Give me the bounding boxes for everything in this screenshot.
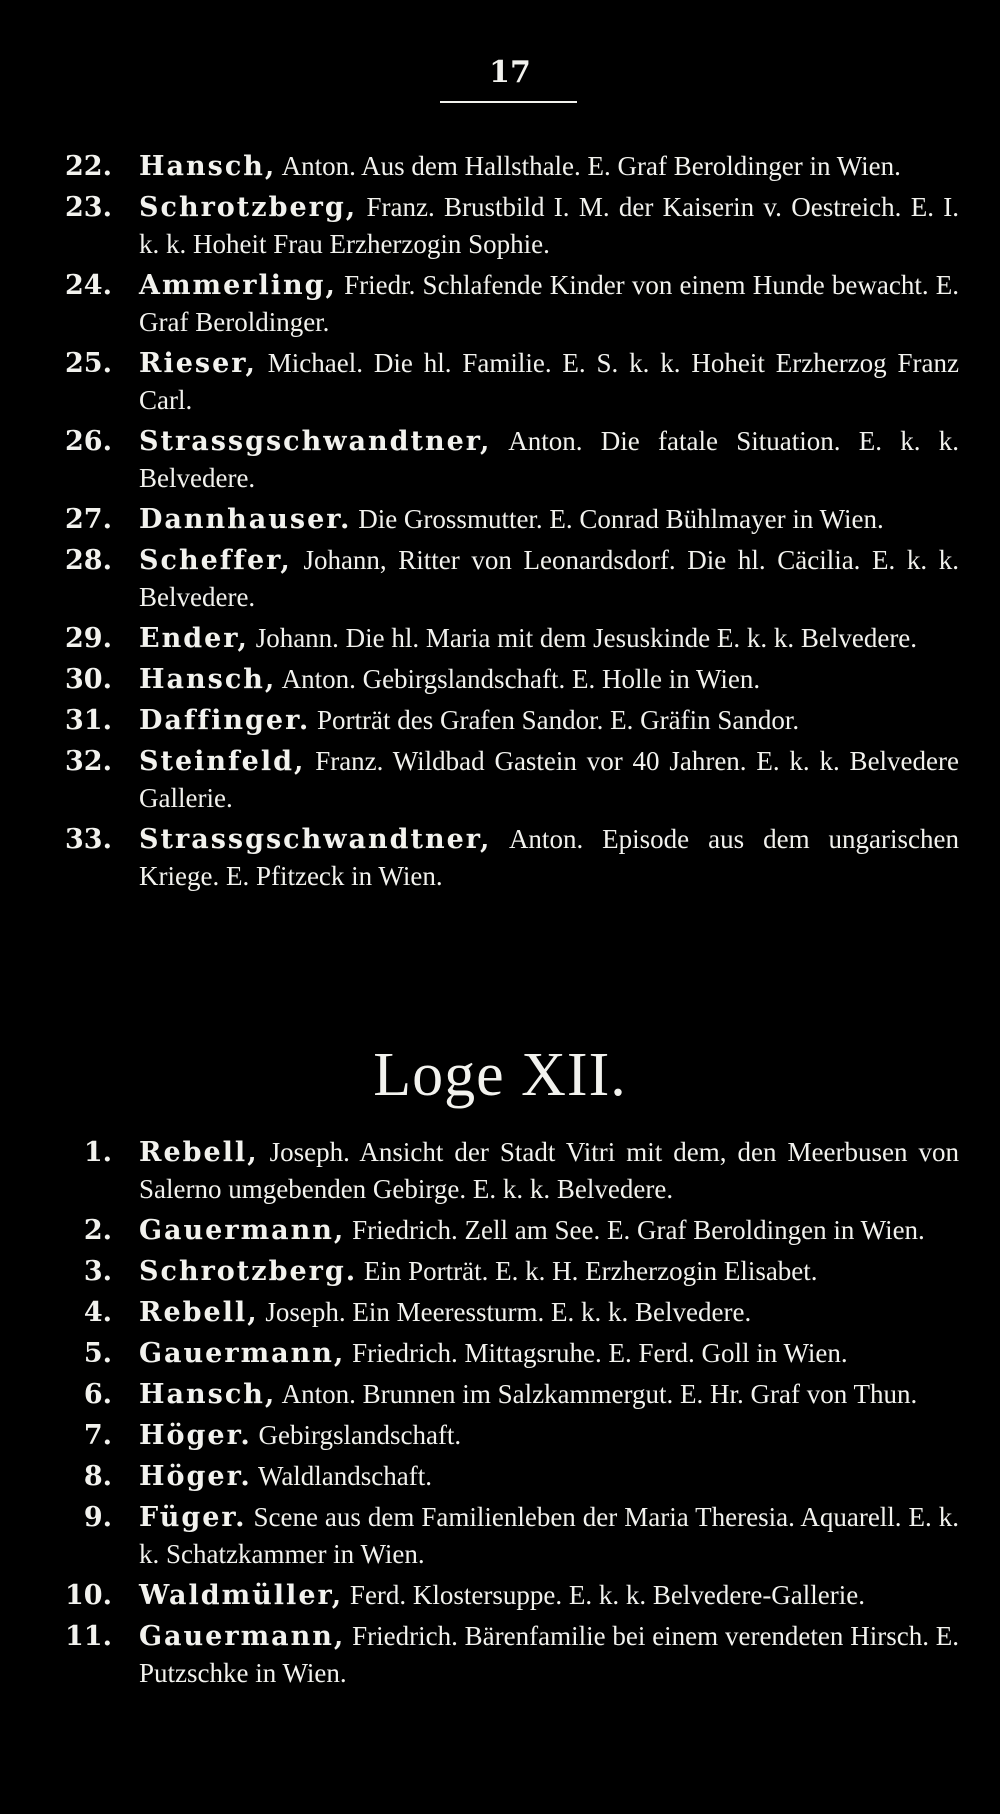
- entry-number: 30.: [65, 664, 112, 695]
- entry-number: 8.: [83, 1461, 112, 1492]
- entry-description: Anton. Brunnen im Salzkammergut. E. Hr. Graf von Thun.: [281, 1379, 918, 1409]
- artist-name: Schrotzberg,: [139, 192, 358, 223]
- catalogue-entry: [0, 821, 959, 895]
- page-number: 17: [489, 55, 531, 90]
- entry-description: Anton. Aus dem Hallsthale. E. Graf Beroldinger in Wien.: [281, 151, 901, 181]
- entry-number: 33.: [65, 824, 112, 855]
- artist-name: Gauermann,: [139, 1621, 346, 1652]
- artist-name: Scheffer,: [139, 545, 292, 576]
- catalogue-entry: [0, 423, 959, 497]
- entry-number: 26.: [65, 426, 112, 457]
- catalogue-entry: [0, 148, 959, 185]
- catalogue-entry: [0, 542, 959, 616]
- entry-number: 32.: [65, 746, 112, 777]
- artist-name: Rebell,: [139, 1297, 259, 1328]
- entry-number: 5.: [83, 1338, 112, 1369]
- artist-name: Strassgschwandtner,: [139, 824, 492, 855]
- entry-number: 31.: [65, 705, 112, 736]
- entry-number: 2.: [83, 1215, 112, 1246]
- catalogue-entry: [0, 1618, 959, 1692]
- entry-description: Die Grossmutter. E. Conrad Bühlmayer in Wien.: [358, 504, 884, 534]
- entry-description: Friedrich. Bärenfamilie bei einem verendeten Hirsch. E. Putzschke in Wien.: [139, 1621, 959, 1688]
- entry-description: Ein Porträt. E. k. H. Erzherzogin Elisabet.: [363, 1256, 818, 1286]
- catalogue-entry: [0, 345, 959, 419]
- artist-name: Füger.: [139, 1502, 247, 1533]
- artist-name: Hansch,: [139, 664, 277, 695]
- entry-number: 25.: [65, 348, 112, 379]
- catalogue-entry: [0, 661, 959, 698]
- catalogue-entry: [0, 1376, 959, 1413]
- page-number-rule: [440, 101, 577, 103]
- catalogue-entry: [0, 189, 959, 263]
- artist-name: Strassgschwandtner,: [139, 426, 492, 457]
- entry-description: Scene aus dem Familienleben der Maria Theresia. Aquarell. E. k. k. Schatzkammer in Wien.: [139, 1502, 959, 1569]
- artist-name: Schrotzberg.: [139, 1256, 358, 1287]
- catalogue-entry: [0, 1294, 959, 1331]
- catalogue-entries-section-b: [0, 1134, 1000, 1696]
- artist-name: Hansch,: [139, 1379, 277, 1410]
- catalogue-entry: [0, 1458, 959, 1495]
- entry-description: Joseph. Ein Meeressturm. E. k. k. Belvedere.: [265, 1297, 752, 1327]
- catalogue-entries-section-a: [0, 148, 1000, 899]
- entry-description: Franz. Brustbild I. M. der Kaiserin v. Oestreich. E. I. k. k. Hoheit Frau Erzherzogin Sophie.: [139, 192, 959, 259]
- entry-number: 7.: [83, 1420, 112, 1451]
- catalogue-entry: [0, 620, 959, 657]
- section-title: Loge XII.: [373, 1041, 627, 1109]
- catalogue-entry: [0, 743, 959, 817]
- artist-name: Hansch,: [139, 151, 277, 182]
- entry-number: 24.: [65, 270, 112, 301]
- entry-description: Anton. Gebirgslandschaft. E. Holle in Wien.: [281, 664, 761, 694]
- artist-name: Waldmüller,: [139, 1580, 344, 1611]
- entry-description: Gebirgslandschaft.: [258, 1420, 462, 1450]
- artist-name: Ender,: [139, 623, 249, 654]
- entry-number: 4.: [83, 1297, 112, 1328]
- entry-description: Ferd. Klostersuppe. E. k. k. Belvedere-Gallerie.: [349, 1580, 866, 1610]
- catalogue-entry: [0, 267, 959, 341]
- entry-description: Michael. Die hl. Familie. E. S. k. k. Hoheit Erzherzog Franz Carl.: [139, 348, 960, 415]
- catalogue-entry: [0, 1212, 959, 1249]
- artist-name: Gauermann,: [139, 1338, 346, 1369]
- catalogue-entry: [0, 1134, 959, 1208]
- artist-name: Daffinger.: [139, 705, 311, 736]
- entry-description: Waldlandschaft.: [258, 1461, 433, 1491]
- entry-number: 10.: [65, 1580, 112, 1611]
- entry-number: 9.: [83, 1502, 112, 1533]
- artist-name: Steinfeld,: [139, 746, 306, 777]
- entry-description: Friedrich. Mittagsruhe. E. Ferd. Goll in Wien.: [352, 1338, 848, 1368]
- artist-name: Höger.: [139, 1420, 252, 1451]
- entry-description: Anton. Die fatale Situation. E. k. k. Belvedere.: [139, 426, 959, 493]
- artist-name: Gauermann,: [139, 1215, 346, 1246]
- entry-description: Friedrich. Zell am See. E. Graf Beroldingen in Wien.: [352, 1215, 925, 1245]
- catalogue-entry: [0, 1335, 959, 1372]
- entry-number: 27.: [65, 504, 112, 535]
- catalogue-entry: [0, 501, 959, 538]
- entry-description: Friedr. Schlafende Kinder von einem Hunde bewacht. E. Graf Beroldinger.: [139, 270, 960, 337]
- entry-number: 22.: [65, 151, 112, 182]
- entry-description: Anton. Episode aus dem ungarischen Kriege. E. Pfitzeck in Wien.: [139, 824, 960, 891]
- catalogue-entry: [0, 1253, 959, 1290]
- entry-number: 6.: [83, 1379, 112, 1410]
- artist-name: Ammerling,: [139, 270, 337, 301]
- entry-description: Joseph. Ansicht der Stadt Vitri mit dem, den Meerbusen von Salerno umgebenden Gebirge. E. k. k. Belvedere.: [139, 1137, 960, 1204]
- catalogue-entry: [0, 1499, 959, 1573]
- entry-number: 1.: [83, 1137, 112, 1168]
- entry-number: 11.: [65, 1621, 112, 1652]
- catalogue-entry: [0, 1577, 959, 1614]
- entry-description: Franz. Wildbad Gastein vor 40 Jahren. E. k. k. Belvedere Gallerie.: [139, 746, 959, 813]
- artist-name: Rebell,: [139, 1137, 259, 1168]
- entry-number: 28.: [65, 545, 112, 576]
- entry-number: 29.: [65, 623, 112, 654]
- artist-name: Dannhauser.: [139, 504, 352, 535]
- catalogue-entry: [0, 1417, 959, 1454]
- entry-description: Johann. Die hl. Maria mit dem Jesuskinde E. k. k. Belvedere.: [255, 623, 918, 653]
- entry-number: 23.: [65, 192, 112, 223]
- entry-number: 3.: [83, 1256, 112, 1287]
- entry-description: Johann, Ritter von Leonardsdorf. Die hl. Cäcilia. E. k. k. Belvedere.: [139, 545, 959, 612]
- entry-description: Porträt des Grafen Sandor. E. Gräfin Sandor.: [316, 705, 800, 735]
- artist-name: Rieser,: [139, 348, 257, 379]
- catalogue-entry: [0, 702, 959, 739]
- artist-name: Höger.: [139, 1461, 252, 1492]
